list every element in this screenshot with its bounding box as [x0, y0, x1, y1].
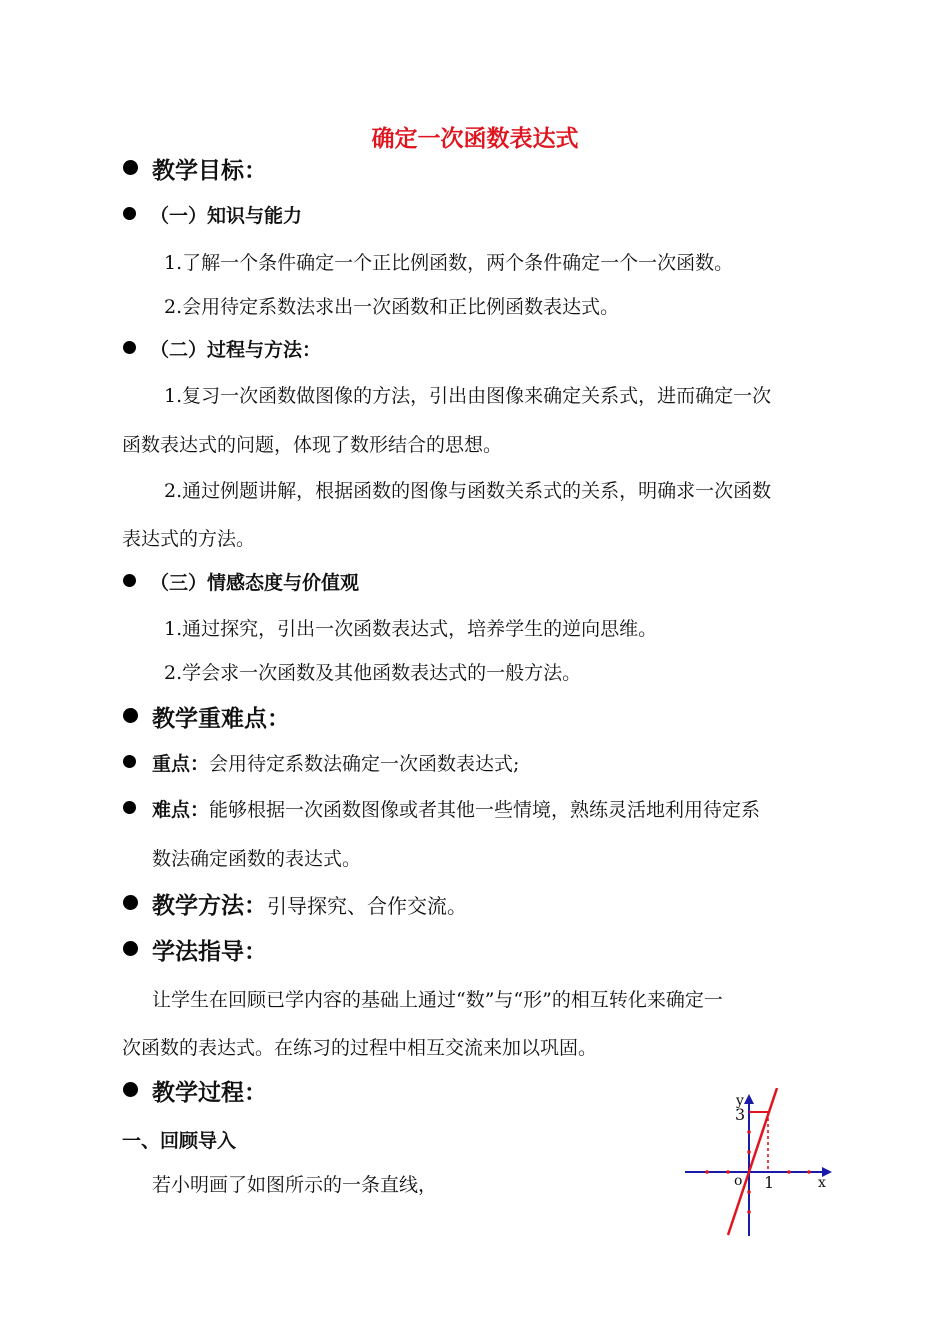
process-item-2-line-2: 表达式的方法。 [122, 528, 256, 550]
section-review-heading: 一、回顾导入 [122, 1130, 237, 1152]
process-item-2-line-1: 2.通过例题讲解，根据函数的图像与函数关系式的关系，明确求一次函数 [164, 480, 772, 502]
difficulty-text: 能够根据一次函数图像或者其他一些情境，熟练灵活地利用待定系 [209, 799, 761, 821]
process-item-1-line-2: 函数表达式的问题，体现了数形结合的思想。 [122, 434, 503, 456]
key-points-heading: 教学重难点： [152, 706, 290, 732]
bullet-icon [123, 801, 136, 814]
emotion-item-1: 1.通过探究，引出一次函数表达式，培养学生的逆向思维。 [164, 618, 658, 640]
x-axis-label: x [818, 1175, 826, 1191]
bullet-icon [123, 895, 138, 910]
method-text: 引导探究、合作交流。 [267, 894, 467, 918]
y-tick-label: 3 [735, 1105, 746, 1124]
emotion-item-2: 2.学会求一次函数及其他函数表达式的一般方法。 [164, 662, 582, 684]
coordinate-figure [680, 1088, 840, 1238]
guidance-line-1: 让学生在回顾已学内容的基础上通过“数”与“形”的相互转化来确定一 [152, 989, 723, 1011]
bullet-icon [123, 1082, 138, 1097]
knowledge-item-2: 2.会用待定系数法求出一次函数和正比例函数表达式。 [164, 296, 620, 318]
page-title: 确定一次函数表达式 [371, 126, 579, 152]
x-tick-label: 1 [764, 1173, 775, 1192]
difficulty-label: 难点： [152, 799, 210, 821]
process-heading: （二）过程与方法： [150, 339, 322, 361]
bullet-icon [123, 941, 138, 956]
difficulty-line-2: 数法确定函数的表达式。 [152, 848, 362, 870]
focus-label: 重点： [152, 753, 210, 775]
knowledge-item-1: 1.了解一个条件确定一个正比例函数，两个条件确定一个一次函数。 [164, 252, 734, 274]
process-main-heading: 教学过程： [152, 1080, 267, 1106]
difficulty-line [152, 795, 760, 822]
bullet-icon [123, 755, 136, 768]
focus-text: 会用待定系数法确定一次函数表达式; [209, 753, 520, 775]
guidance-line-2: 次函数的表达式。在练习的过程中相互交流来加以巩固。 [122, 1037, 598, 1059]
process-item-1-line-1: 1.复习一次函数做图像的方法，引出由图像来确定关系式，进而确定一次 [164, 385, 772, 407]
bullet-icon [123, 160, 138, 175]
bullet-icon [123, 574, 136, 587]
bullet-icon [123, 708, 138, 723]
bullet-icon [123, 207, 136, 220]
method-heading: 教学方法： [152, 893, 267, 919]
review-text: 若小明画了如图所示的一条直线， [152, 1174, 438, 1196]
bullet-icon [123, 341, 136, 354]
objectives-heading: 教学目标： [152, 158, 267, 184]
method-line [152, 887, 467, 920]
emotion-heading: （三）情感态度与价值观 [150, 572, 360, 594]
y-axis-label: y [736, 1093, 744, 1109]
guidance-heading: 学法指导： [152, 939, 267, 965]
origin-label: o [734, 1173, 743, 1189]
focus-line [152, 749, 519, 776]
y-axis-arrow-icon [744, 1094, 754, 1104]
knowledge-heading: （一）知识与能力 [150, 205, 303, 227]
